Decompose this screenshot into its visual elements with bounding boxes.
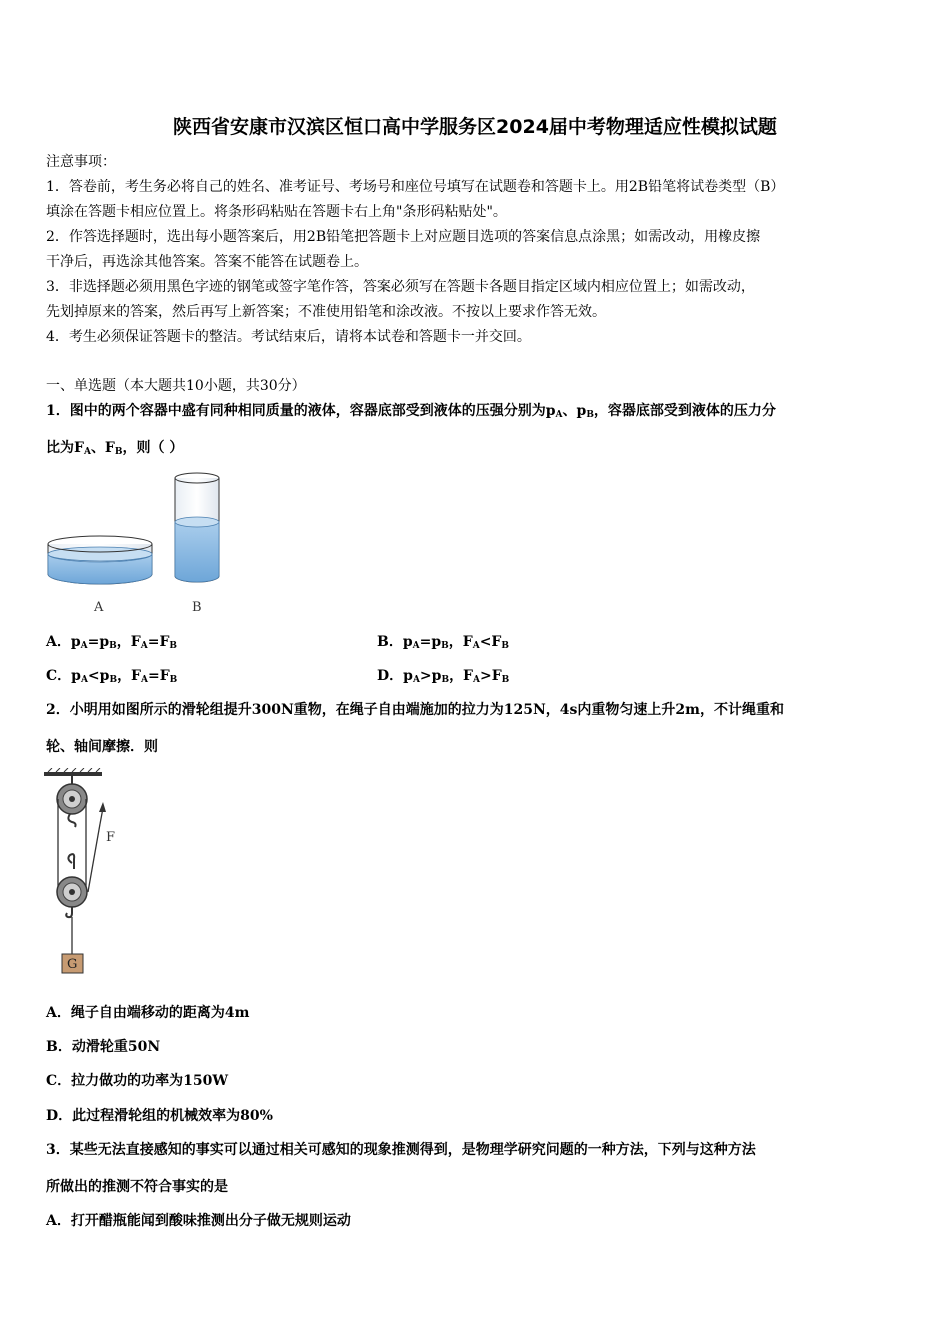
force-label: F — [106, 830, 116, 845]
fixed-pulley — [57, 776, 87, 827]
q2-option-a[interactable]: A．绳子自由端移动的距离为4m — [46, 1005, 250, 1021]
weight-label: G — [67, 957, 78, 972]
notice-line-5: 3．非选择题必须用黑色字迹的钢笔或签字笔作答，答案必须写在答题卡各题目指定区域内相应位置上；如需改动， — [46, 279, 755, 295]
q2-stem-line2: 轮、轴间摩擦．则 — [46, 739, 158, 755]
q1-option-c[interactable]: C．$p_A<p_B$，$F_A=F_B$ — [46, 668, 178, 685]
q2-option-c[interactable]: C．拉力做功的功率为150W — [46, 1073, 229, 1089]
container-b-label: B — [192, 600, 202, 615]
q3-option-a[interactable]: A．打开醋瓶能闻到酸味推测出分子做无规则运动 — [46, 1213, 351, 1229]
movable-pulley — [57, 854, 87, 917]
q2-pulley-figure — [40, 768, 130, 978]
q2-stem-line1: 2．小明用如图所示的滑轮组提升300N重物，在绳子自由端施加的拉力为125N，4s内重物匀速上升2m，不计绳重和 — [46, 702, 784, 718]
notice-line-4: 干净后，再选涂其他答案。答案不能答在试题卷上。 — [46, 254, 368, 270]
force-arrow-icon — [99, 802, 106, 824]
page-title: 陕西省安康市汉滨区恒口高中学服务区2024届中考物理适应性模拟试题 — [173, 116, 777, 138]
notice-heading: 注意事项： — [46, 154, 116, 170]
notice-line-2: 填涂在答题卡相应位置上。将条形码粘贴在答题卡右上角"条形码粘贴处"。 — [46, 204, 507, 220]
q1-containers-figure — [40, 468, 240, 618]
notice-line-7: 4．考生必须保证答题卡的整洁。考试结束后，请将本试卷和答题卡一并交回。 — [46, 329, 531, 345]
q3-stem-line1: 3．某些无法直接感知的事实可以通过相关可感知的现象推测得到，是物理学研究问题的一种方法，下列与这种方法 — [46, 1142, 756, 1158]
q1-stem-line2: 比为$F_A$、$F_B$，则（ ） — [46, 440, 184, 457]
q1-option-d[interactable]: D．$p_A>p_B$，$F_A>F_B$ — [377, 668, 510, 685]
q1-option-a[interactable]: A．$p_A=p_B$，$F_A=F_B$ — [46, 634, 177, 651]
q2-option-d[interactable]: D．此过程滑轮组的机械效率为80% — [46, 1108, 273, 1124]
container-b — [175, 473, 219, 582]
q1-option-b[interactable]: B．$p_A=p_B$，$F_A<F_B$ — [377, 634, 509, 651]
container-a — [48, 536, 152, 584]
q3-stem-line2: 所做出的推测不符合事实的是 — [46, 1179, 228, 1195]
notice-line-6: 先划掉原来的答案，然后再写上新答案；不准使用铅笔和涂改液。不按以上要求作答无效。 — [46, 304, 606, 320]
container-a-label: A — [94, 600, 104, 615]
notice-line-3: 2．作答选择题时，选出每小题答案后，用2B铅笔把答题卡上对应题目选项的答案信息点涂黑；如需改动，用橡皮擦 — [46, 229, 761, 245]
q2-option-b[interactable]: B．动滑轮重50N — [46, 1039, 161, 1055]
notice-line-1: 1．答卷前，考生务必将自己的姓名、准考证号、考场号和座位号填写在试题卷和答题卡上。用2B铅笔将试卷类型（B） — [46, 179, 785, 195]
q1-stem-line1: 1．图中的两个容器中盛有同种相同质量的液体，容器底部受到液体的压强分别为$p_A$、$p_B$，容器底部受到液体的压力分 — [46, 403, 776, 420]
weight-block — [62, 954, 83, 973]
section-heading: 一、单选题（本大题共10小题，共30分） — [46, 378, 306, 394]
